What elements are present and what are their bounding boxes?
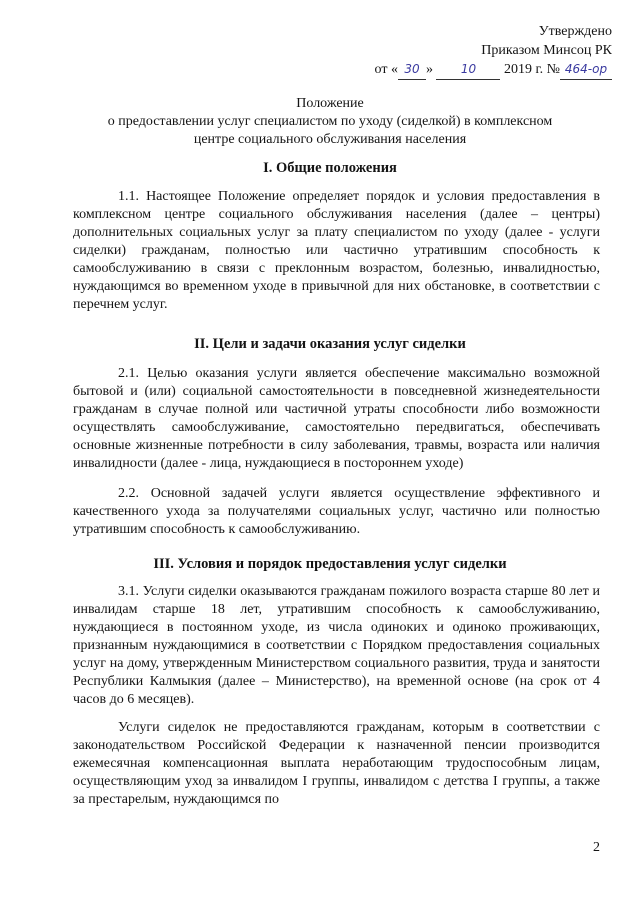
approval-stamp: [375, 22, 612, 80]
handwritten-month: 10: [436, 60, 500, 80]
handwritten-day: 30: [398, 60, 426, 80]
approval-number-label: №: [546, 62, 560, 77]
title-line-2: о предоставлении услуг специалистом по уходу (сиделкой) в комплексном: [107, 114, 553, 129]
approval-order: Приказом Минсоц РК: [481, 43, 612, 58]
approval-date-line: [375, 60, 612, 80]
approval-label: Утверждено: [538, 24, 612, 39]
section-1-heading: I. Общие положения: [263, 160, 397, 176]
paragraph-2-1: 2.1. Целью оказания услуги является обеспечение максимально возможной бытовой и (или) социальной самостоятельности в повседневной жизнедеятельности гражданам в случае полной или частичной утраты способности либо возможности осуществлять самообслуживание, самостоятельно передвигаться, обеспечивать основные жизненные потребности в силу заболевания, травмы, возраста или наличия инвалидности (далее - лица, нуждающиеся в постороннем уходе): [73, 366, 600, 471]
paragraph-3-2: Услуги сиделок не предоставляются гражданам, которым в соответствии с законодательством Российской Федерации к назначенной пенсии производится ежемесячная компенсационная выплата неработающим трудоспособным лицам, осуществляющим уход за инвалидом I группы, инвалидом с детства I группы, а также за престарелым, нуждающимся по: [73, 720, 600, 807]
page-number: 2: [593, 840, 600, 855]
paragraph-2-2: 2.2. Основной задачей услуги является осуществление эффективного и качественного ухода за получателями социальных услуг, частично или полностью утратившим способность к самообслуживанию.: [73, 486, 600, 537]
section-2-heading: II. Цели и задачи оказания услуг сиделки: [194, 336, 466, 352]
document-title: [60, 95, 600, 149]
section-3-heading: III. Условия и порядок предоставления услуг сиделки: [153, 556, 507, 572]
approval-from-mid: »: [425, 62, 433, 77]
paragraph-3-1: 3.1. Услуги сиделки оказываются гражданам пожилого возраста старше 80 лет и инвалидам старше 18 лет, утратившим способность к самообслуживанию, нуждающиеся в постоянном уходе, из числа одиноких и одиноко проживающих, признанным нуждающимися в соответствии с Порядком предоставления социальных услуг на дому, утвержденным Министерством социального развития, труда и занятости Республики Калмыкия (далее – Министерство), на временной основе (на срок от 4 часов до 6 месяцев).: [73, 584, 600, 707]
title-line-3: центре социального обслуживания населения: [193, 132, 467, 147]
approval-year: 2019 г.: [503, 62, 544, 77]
title-line-1: Положение: [296, 96, 364, 111]
approval-from-prefix: от «: [374, 62, 398, 77]
handwritten-number: 464-ор: [560, 60, 612, 80]
paragraph-1-1: 1.1. Настоящее Положение определяет порядок и условия предоставления в комплексном центре социального обслуживания населения (далее – центры) дополнительных социальных услуг за плату специалистом по уходу (далее - услуги сиделки) гражданам, полностью или частично утратившим способность к самообслуживанию в связи с преклонным возрастом, болезнью, инвалидностью, нуждающимся во временном уходе в привычной для них обстановке, в соответствии с перечнем услуг.: [73, 189, 600, 312]
